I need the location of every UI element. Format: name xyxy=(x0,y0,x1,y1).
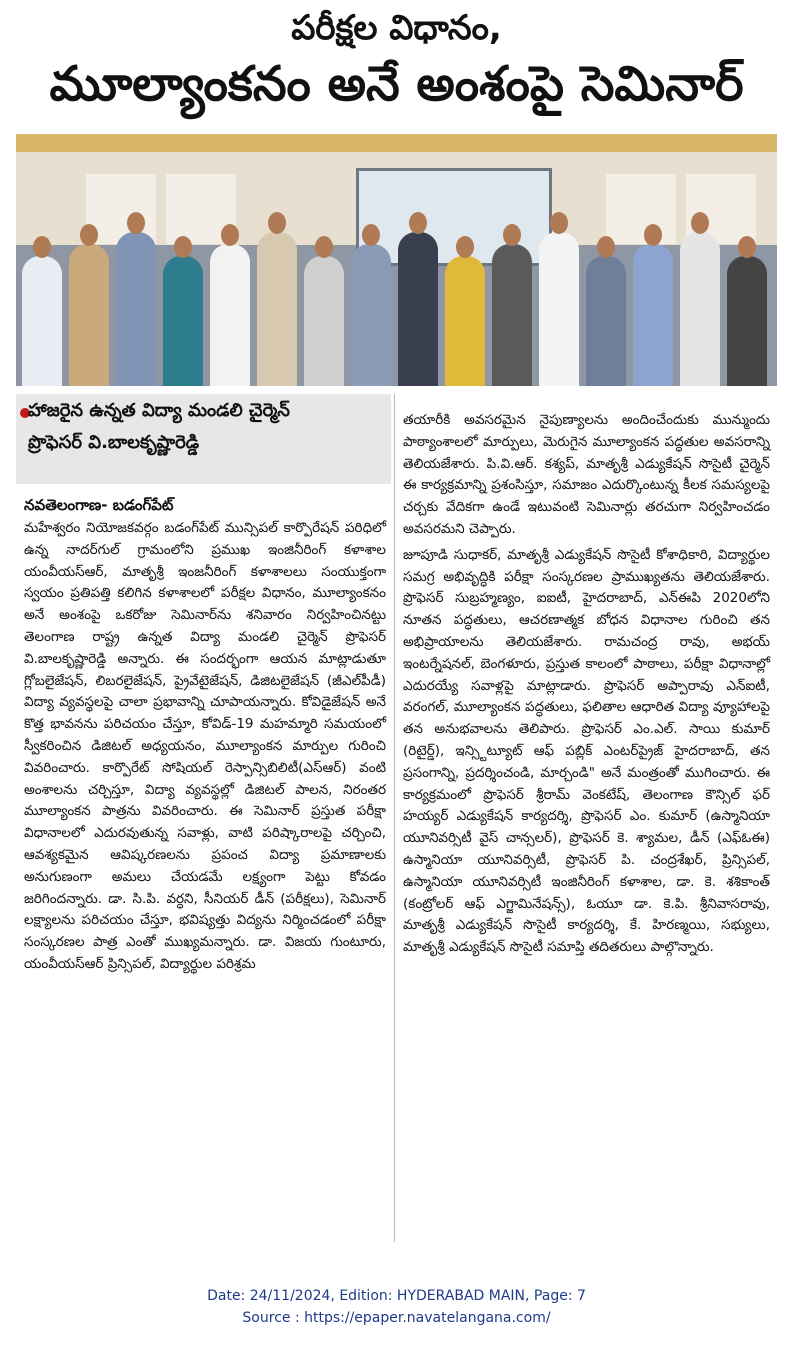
edition-info: Date: 24/11/2024, Edition: HYDERABAD MAIN, Page: 7 xyxy=(207,1288,586,1304)
headline-line-2: మూల్యాంకనం అనే అంశంపై సెమినార్ xyxy=(49,56,744,112)
photo-caption-line-2: ప్రొఫెసర్ వి.బాలకృష్ణారెడ్డి xyxy=(28,432,200,453)
photo-person xyxy=(586,256,626,386)
photo-caption-line-1: హాజరైన ఉన్నత విద్యా మండలి చైర్మెన్ xyxy=(28,400,290,421)
seminar-group-photo xyxy=(16,134,777,386)
article-right-paragraph-2: జూపూడి సుధాకర్, మాతృశ్రీ ఎడ్యుకేషన్ సొసైటీ కోశాధికారి, విద్యార్థుల సమగ్ర అభివృద్ధికి పరీక్షా సంస్కరణల ప్రాముఖ్యతను తెలియజేశారు. ప్రొఫెసర్ సుబ్రహ్మణ్యం, ఐఐటీ, హైదరాబాద్, ఎన్ఈపి 2020లోని నూతన పద్ధతులు, ఆచరణాత్మక బోధన విధానాల గురించి తన అభిప్రాయాలను తెలియజేశారు. రామచంద్ర రావు, అభయ్ ఇంటర్నేషనల్, బెంగళూరు, ప్రస్తుత కాలంలో పాఠాలు, పరీక్షా విధానాల్లో ఎదురయ్యే సవాళ్లపై మాట్లాడారు. ప్రొఫెసర్ అప్పారావు ఎన్ఐటీ, వరంగల్, మూల్యాంకన పద్ధతులు, ఫలితాల ఆధారిత విద్యా వ్యూహాలపై తన అనుభవాలను తెలిపారు. ప్రొఫెసర్ ఎం.ఎల్. సాయి కుమార్ (రిటైర్డ్), ఇన్స్టిట్యూట్ ఆఫ్ పబ్లిక్ ఎంటర్‌ప్రైజ్ హైదరాబాద్, తన ప్రసంగాన్ని, ప్రదర్శించండి, మార్చండి" అనే మంత్రంతో ముగించారు. ఈ కార్యక్రమంలో ప్రొఫెసర్ శ్రీరామ్ వెంకటేష్, తెలంగాణ కౌన్సిల్ ఫర్ హయ్యర్ ఎడ్యుకేషన్ కార్యదర్శి, ప్రొఫెసర్ ఎం. కుమార్ (ఉస్మానియా యూనివర్సిటీ వైస్ చాన్సలర్), ప్రొఫెసర్ కె. శ్యామల, డీన్ (ఎఫ్ఓఈ) ఉస్మానియా యూనివర్సిటీ, ప్రొఫెసర్ పి. చంద్రశేఖర్, ప్రిన్సిపల్, ఉస్మానియా యూనివర్సిటీ ఇంజినీరింగ్ కళాశాల, డా. కె. శశికాంత్ (కంట్రోలర్ ఆఫ్ ఎగ్జామినేషన్స్), ఓయూ డా. కె.పి. శ్రీనివాసరావు, మాతృశ్రీ ఎడ్యుకేషన్ సొసైటీ కార్యదర్శి, కే. హిరణ్మయి, సభ్యులు, మాతృశ్రీ ఎడ్యుకేషన్ సొసైటీ సమాప్తి తదితరులు పాల్గొన్నారు. xyxy=(403,546,770,956)
photo-person xyxy=(22,256,62,386)
article-byline: నవతెలంగాణ- బడంగ్‌పేట్ xyxy=(24,496,174,514)
photo-person-head xyxy=(315,236,333,258)
photo-person xyxy=(116,232,156,386)
photo-person-head xyxy=(644,224,662,246)
photo-person-head xyxy=(456,236,474,258)
photo-person xyxy=(539,232,579,386)
headline-line-1: పరీక్షల విధానం, xyxy=(291,8,502,48)
article-left-column: మహేశ్వరం నియోజకవర్గం బడంగ్‌పేట్ మున్సిపల్ కార్పొరేషన్ పరిధిలో ఉన్న నాదర్‌గుల్ గ్రామంలోని ప్రముఖ ఇంజినీరింగ్ కళాశాల యంవీయస్‌ఆర్, మాతృశ్రీ ఇంజనీరింగ్ కళాశాలలు సంయుక్తంగా స్వయం ప్రతిపత్తి కలిగిన కళాశాలలో పరీక్షల విధానం, మూల్యాంకనం అనే అంశంపై ఒకరోజు సెమినార్‌ను శనివారం నిర్వహించినట్టు తెలంగాణ రాష్ట్ర ఉన్నత విద్యా మండలి చైర్మెన్ ప్రొఫెసర్ వి.బాలకృష్ణారెడ్డి అన్నారు. ఈ సందర్భంగా ఆయన మాట్లాడుతూ గ్లోబలైజేషన్, లిబరలైజేషన్, ప్రైవేటైజేషన్, డిజిటలైజేషన్ (జీఎల్‌పీడీ) విద్యా వ్యవస్థలపై చాలా ప్రభావాన్ని చూపాయన్నారు. కోవిడైజేషన్ అనే కొత్త భావనను పరిచయం చేస్తూ, కోవిడ్-19 మహమ్మారి సమయంలో స్వీకరించిన డిజిటల్ అధ్యయనం, మూల్యాంకన మార్పుల గురించి వివరించారు. కార్పొరేట్ సోషియల్ రెస్పాన్సిబిలిటీ(ఎస్ఆర్) వంటి అంశాలను చర్చిస్తూ, విద్యా వ్యవస్థల్లో డిజిటల్ పాలన, నిరంతర మూల్యాంకన పాత్రను వివరించారు. ఈ సెమినార్ ప్రస్తుత పరీక్షా విధానాలలో ఎదురవుతున్న సవాళ్లు, వాటి పరిష్కారాలపై చర్చించి, ఆవశ్యకమైన ఆవిష్కరణలను ప్రపంచ విద్యా ప్రమాణాలకు అనుగుణంగా అమలు చేయడమే లక్ష్యంగా పెట్టు కోవడం జరిగిందన్నారు. డా. సి.పి. వర్ధని, సీనియర్ డీన్ (పరీక్షలు), సెమినార్ లక్ష్యాలను పరిచయం చేస్తూ, భవిష్యత్తు విద్యను నిర్మించడంలో పరీక్షా సంస్కరణల పాత్ర ఎంతో ముఖ్యమన్నారు. డా. విజయ గుంటూరు, యంవీయస్‌ఆర్ ప్రిన్సిపల్, విద్యార్థుల పరిశ్రమ xyxy=(24,520,386,972)
photo-person-head xyxy=(691,212,709,234)
photo-person xyxy=(727,256,767,386)
photo-person xyxy=(210,244,250,386)
photo-person xyxy=(163,256,203,386)
photo-person-head xyxy=(362,224,380,246)
photo-person xyxy=(69,244,109,386)
photo-person xyxy=(304,256,344,386)
photo-person-head xyxy=(127,212,145,234)
photo-wall-panel xyxy=(606,174,676,244)
photo-person xyxy=(633,244,673,386)
photo-person xyxy=(445,256,485,386)
photo-person-head xyxy=(174,236,192,258)
photo-person-head xyxy=(33,236,51,258)
photo-person-head xyxy=(221,224,239,246)
photo-person xyxy=(398,232,438,386)
photo-person-head xyxy=(268,212,286,234)
photo-person-head xyxy=(80,224,98,246)
photo-person-head xyxy=(409,212,427,234)
photo-person-head xyxy=(503,224,521,246)
photo-person xyxy=(680,232,720,386)
article-right-column xyxy=(403,410,770,959)
photo-person-head xyxy=(738,236,756,258)
photo-person-head xyxy=(550,212,568,234)
column-divider xyxy=(394,394,395,1242)
photo-person-head xyxy=(597,236,615,258)
article-right-paragraph-1: తయారీకి అవసరమైన నైపుణ్యాలను అందించేందుకు మున్ముందు పాఠ్యాంశాలలో మార్పులు, మెరుగైన మూల్యాంకన పద్ధతుల అవసరాన్ని తెలియజేశారు. పి.వి.ఆర్. కశ్యప్, మాతృశ్రీ ఎడ్యుకేషన్ సొసైటీ చైర్మెన్ ఈ కార్యక్రమాన్ని ప్రశంసిస్తూ, సమాజం ఎదుర్కొంటున్న కీలక సమస్యలపై చర్చకు వేదికగా ఉండే ఇటువంటి సెమినార్లు తరచుగా నిర్వహించడం అవసరమని చెప్పారు. xyxy=(403,412,770,537)
photo-person xyxy=(257,232,297,386)
photo-person xyxy=(492,244,532,386)
source-info: Source : https://epaper.navatelangana.com/ xyxy=(242,1310,551,1326)
photo-person xyxy=(351,244,391,386)
